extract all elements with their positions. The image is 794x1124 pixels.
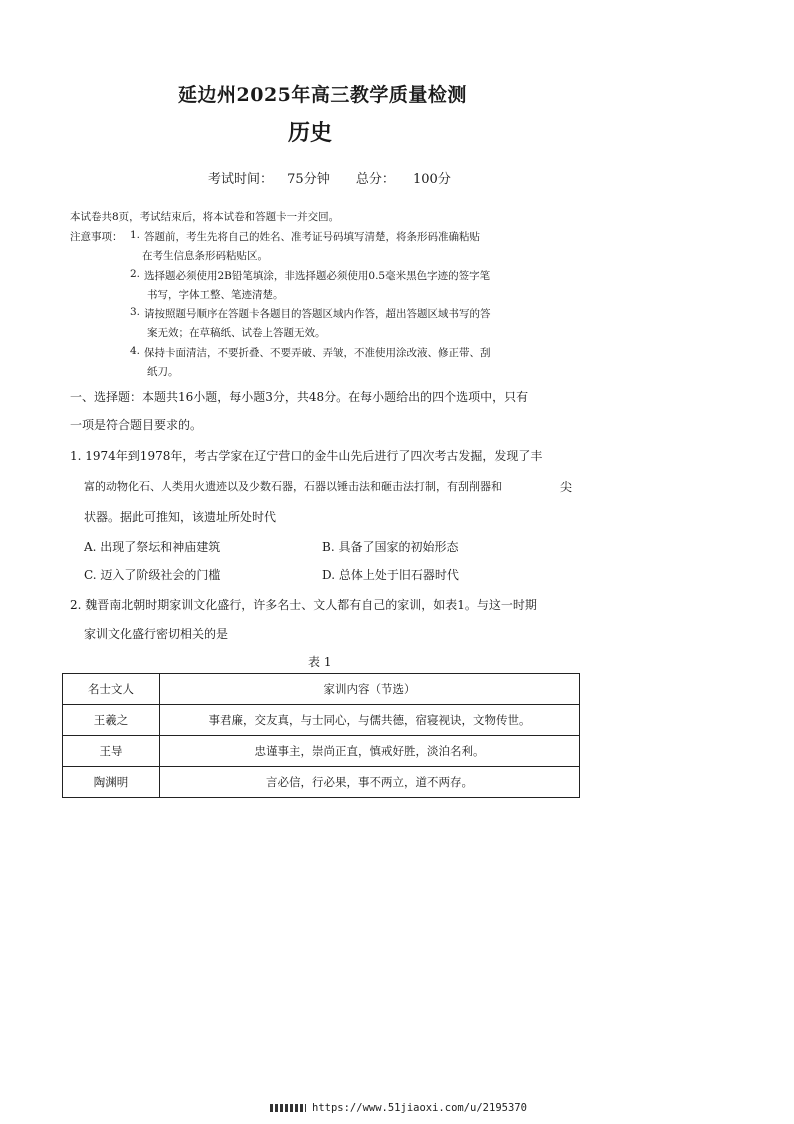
table-cell-name: 王羲之 — [63, 705, 160, 736]
exam-title: 延边州2025年高三教学质量检测 — [178, 84, 467, 106]
time-value: 75分钟 — [287, 172, 330, 187]
notice-2-line2: 书写，字体工整、笔迹清楚。 — [147, 289, 284, 301]
notice-3-num: 3. — [130, 306, 141, 318]
subject-title: 历史 — [288, 120, 333, 146]
family-instructions-table — [62, 673, 580, 798]
table-cell-name: 王导 — [63, 736, 160, 767]
notice-1-line1: 答题前，考生先将自己的姓名、准考证号码填写清楚，将条形码准确粘贴 — [144, 231, 480, 243]
score-value: 100分 — [413, 172, 451, 187]
table-header-cell: 家训内容（节选） — [160, 674, 580, 705]
notice-1-line2: 在考生信息条形码粘贴区。 — [142, 250, 268, 262]
table-header-cell: 名士文人 — [63, 674, 160, 705]
notice-3-line1: 请按照题号顺序在答题卡各题目的答题区域内作答，超出答题区域书写的答 — [144, 308, 491, 320]
instructions-intro: 本试卷共8页，考试结束后，将本试卷和答题卡一并交回。 — [70, 211, 340, 223]
table-cell-name: 陶渊明 — [63, 767, 160, 798]
table-cell-content: 事君廉，交友真，与士同心，与儒共德，宿寝视诀，文物传世。 — [160, 705, 580, 736]
table-caption: 表 1 — [308, 655, 332, 669]
notice-4-num: 4. — [130, 345, 141, 357]
notice-3-line2: 案无效；在草稿纸、试卷上答题无效。 — [147, 327, 326, 339]
notice-1-num: 1. — [130, 229, 141, 241]
q2-stem-line2: 家训文化盛行密切相关的是 — [84, 627, 229, 641]
watermark-stamp-icon — [270, 1104, 306, 1112]
notice-4-line2: 纸刀。 — [147, 366, 179, 378]
table-row — [63, 736, 580, 767]
q1-option-d: D. 总体上处于旧石器时代 — [322, 568, 459, 582]
table-cell-content: 言必信，行必果，事不两立，道不两存。 — [160, 767, 580, 798]
section1-line1: 一、选择题：本题共16小题，每小题3分，共48分。在每小题给出的四个选项中，只有 — [70, 390, 529, 404]
q1-option-c: C. 迈入了阶级社会的门槛 — [84, 568, 221, 582]
section1-line2: 一项是符合题目要求的。 — [70, 418, 203, 432]
notice-4-line1: 保持卡面清洁，不要折叠、不要弄破、弄皱，不准使用涂改液、修正带、刮 — [144, 347, 491, 359]
footer-url[interactable]: https://www.51jiaoxi.com/u/2195370 — [312, 1102, 527, 1114]
time-label: 考试时间： — [208, 172, 274, 187]
q2-stem-line1: 2. 魏晋南北朝时期家训文化盛行，许多名士、文人都有自己的家训，如表1。与这一时期 — [70, 598, 537, 612]
q1-stem-line2-end: 尖 — [560, 480, 573, 494]
table-row — [63, 767, 580, 798]
notice-label: 注意事项： — [70, 231, 123, 243]
table-row — [63, 705, 580, 736]
table-header-row — [63, 674, 580, 705]
q1-stem-line1: 1. 1974年到1978年，考古学家在辽宁营口的金牛山先后进行了四次考古发掘，发现了丰 — [70, 449, 543, 463]
exam-info — [208, 168, 451, 187]
footer — [270, 1102, 527, 1114]
notice-2-line1: 选择题必须使用2B铅笔填涂，非选择题必须使用0.5毫米黑色字迹的签字笔 — [144, 270, 491, 282]
table-cell-content: 忠谨事主，崇尚正直，慎戒好胜，淡泊名利。 — [160, 736, 580, 767]
notice-2-num: 2. — [130, 268, 141, 280]
q1-stem-line2: 富的动物化石、人类用火遗迹以及少数石器，石器以锤击法和砸击法打制，有刮削器和 — [84, 480, 502, 493]
score-label: 总分： — [355, 172, 395, 187]
q1-option-a: A. 出现了祭坛和神庙建筑 — [84, 540, 221, 554]
q1-stem-line3: 状器。据此可推知，该遗址所处时代 — [84, 510, 277, 524]
q1-option-b: B. 具备了国家的初始形态 — [322, 540, 459, 554]
